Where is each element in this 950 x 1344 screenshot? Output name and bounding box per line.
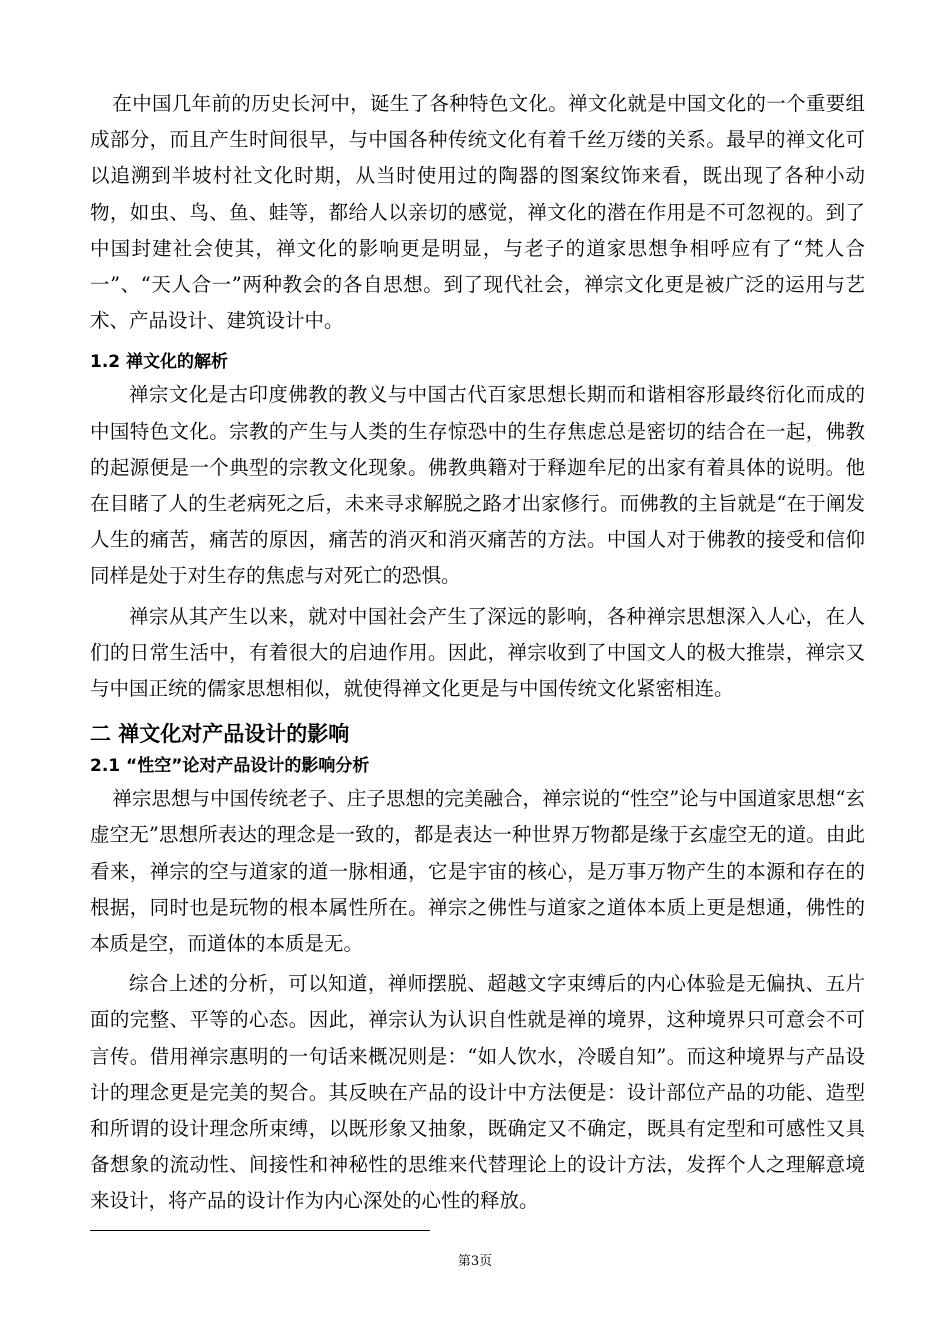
heading-2-1: 2.1 “性空”论对产品设计的影响分析	[90, 756, 370, 777]
paragraph-zen-influence: 禅宗从其产生以来，就对中国社会产生了深远的影响，各种禅宗思想深入人心，在人们的日常生活中，有着很大的启迪作用。因此，禅宗收到了中国文人的极大推崇，禅宗又与中国正统的儒家思想相似，就使得禅文化更是与中国传统文化紧密相连。	[90, 604, 865, 701]
page-number: 第3页	[457, 1254, 493, 1269]
paragraph-zen-analysis: 禅宗文化是古印度佛教的教义与中国古代百家思想长期而和谐相容形最终衍化而成的中国特色文化。宗教的产生与人类的生存惊恐中的生存焦虑总是密切的结合在一起，佛教的起源便是一个典型的宗教文化现象。佛教典籍对于释迦牟尼的出家有着具体的说明。他在目睹了人的生老病死之后，未来寻求解脱之路才出家修行。而佛教的主旨就是“在于阐发人生的痛苦，痛苦的原因，痛苦的消灭和消灭痛苦的方法。中国人对于佛教的接受和信仰同样是处于对生存的焦虑与对死亡的恐惧。	[90, 383, 865, 588]
heading-1-2: 1.2 禅文化的解析	[90, 352, 229, 373]
paragraph-summary: 综合上述的分析，可以知道，禅师摆脱、超越文字束缚后的内心体验是无偏执、五片面的完整、平等的心态。因此，禅宗认为认识自性就是禅的境界，这种境界只可意会不可言传。借用禅宗惠明的一句话来概况则是：“如人饮水，冷暖自知”。而这种境界与产品设计的理念更是完美的契合。其反映在产品的设计中方法便是：设计部位产品的功能、造型和所谓的设计理念所束缚，以既形象又抽象，既确定又不确定，既具有定型和可感性又具备想象的流动性、间接性和神秘性的思维来代替理论上的设计方法，发挥个人之理解意境来设计，将产品的设计作为内心深处的心性的释放。	[90, 972, 865, 1213]
heading-2: 二 禅文化对产品设计的影响	[90, 722, 350, 747]
paragraph-intro: 在中国几年前的历史长河中，诞生了各种特色文化。禅文化就是中国文化的一个重要组成部分，而且产生时间很早，与中国各种传统文化有着千丝万缕的关系。最早的禅文化可以追溯到半坡村社文化时期，从当时使用过的陶器的图案纹饰来看，既出现了各种小动物，如虫、鸟、鱼、蛙等，都给人以亲切的感觉，禅文化的潜在作用是不可忽视的。到了中国封建社会使其，禅文化的影响更是明显，与老子的道家思想争相呼应有了“梵人合一”、“天人合一”两种教会的各自思想。到了现代社会，禅宗文化更是被广泛的运用与艺术、产品设计、建筑设计中。	[90, 92, 865, 333]
footnote-divider	[90, 1230, 430, 1231]
document-body	[90, 86, 865, 1220]
paragraph-emptiness: 禅宗思想与中国传统老子、庄子思想的完美融合，禅宗说的“性空”论与中国道家思想“玄虚空无”思想所表达的理念是一致的，都是表达一种世界万物都是缘于玄虚空无的道。由此看来，禅宗的空与道家的道一脉相通，它是宇宙的核心，是万事万物产生的本源和存在的根据，同时也是玩物的根本属性所在。禅宗之佛性与道家之道体本质上更是想通，佛性的本质是空，而道体的本质是无。	[90, 787, 865, 956]
